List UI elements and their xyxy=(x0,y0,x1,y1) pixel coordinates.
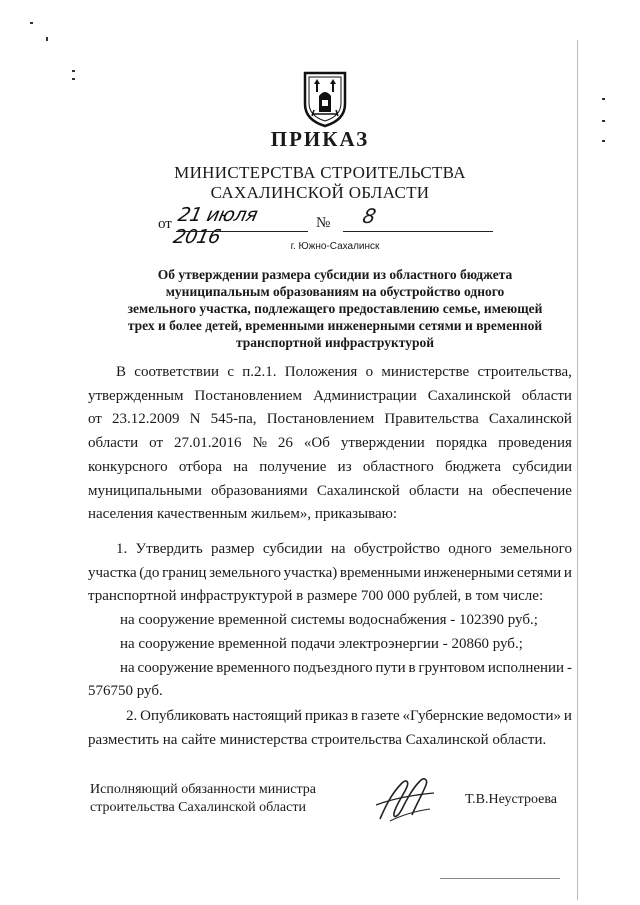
text-line: муниципальными образованиями Сахалинской области на обеспечение xyxy=(88,482,572,499)
text-line: 2. Опубликовать настоящий приказ в газете «Губернские ведомости» и xyxy=(126,708,572,724)
text-line: 1. Утвердить размер субсидии на обустройство одного земельного xyxy=(116,541,572,557)
position-line-1: Исполняющий обязанности министра xyxy=(90,782,316,797)
number-label: № xyxy=(316,215,331,231)
text-line: участка (до границ земельного участка) временными инженерными сетями и xyxy=(88,564,572,581)
signatory-name: Т.В.Неустроева xyxy=(465,792,557,807)
preamble-paragraph xyxy=(88,361,572,527)
text-line: области от 27.01.2016 № 26 «Об утверждении порядка проведения xyxy=(88,435,572,452)
text-line: В соответствии с п.2.1. Положения о министерстве строительства, xyxy=(116,364,572,380)
subject-line: Об утверждении размера субсидии из областного бюджета xyxy=(157,267,513,282)
subject-line: земельного участка, подлежащего предоставлению семье, имеющей xyxy=(127,301,543,316)
date-underline xyxy=(176,231,308,232)
text-line: утвержденным Постановлением Администрации Сахалинской области xyxy=(88,387,572,404)
position-line-2: строительства Сахалинской области xyxy=(90,800,306,815)
scan-dot xyxy=(30,22,33,24)
scan-dot xyxy=(602,140,605,142)
ministry-line-2: САХАЛИНСКОЙ ОБЛАСТИ xyxy=(210,183,430,202)
handwritten-date: 21 июля 2016 xyxy=(171,204,260,248)
date-prefix: от xyxy=(158,216,172,232)
scan-dot xyxy=(46,37,48,41)
subject-line: трех и более детей, временными инженерными сетями и временной xyxy=(127,318,543,333)
text-line: на сооружение временной подачи электроэнергии - 20860 руб.; xyxy=(120,635,523,652)
item-2-paragraph xyxy=(88,705,572,752)
handwritten-signature xyxy=(372,775,442,825)
subject-line: транспортной инфраструктурой xyxy=(235,335,435,350)
text-line: от 23.12.2009 N 545-па, Постановлением Правительства Сахалинской xyxy=(88,411,572,428)
ministry-name xyxy=(0,163,640,203)
scan-dot xyxy=(72,78,75,80)
subject-line: муниципальным образованиям на обустройство одного xyxy=(165,284,505,299)
text-line: транспортной инфраструктурой в размере 700 000 рублей, в том числе: xyxy=(88,588,544,605)
number-underline xyxy=(343,231,493,232)
text-line: 576750 руб. xyxy=(88,683,163,700)
text-line: на сооружение временного подъездного пути в грунтовом исполнении - xyxy=(120,659,572,676)
text-line: на сооружение временной системы водоснабжения - 102390 руб.; xyxy=(120,612,538,629)
handwritten-number: 8 xyxy=(360,204,379,228)
text-line: разместить на сайте министерства строительства Сахалинской области. xyxy=(88,731,547,748)
item-1-paragraph xyxy=(88,538,572,704)
city-name: г. Южно-Сахалинск xyxy=(290,241,380,252)
text-line: конкурсного отбора на получение из областного бюджета субсидии xyxy=(88,458,572,475)
scan-edge-line xyxy=(577,40,578,900)
text-line: населения качественным жильем», приказываю: xyxy=(88,506,398,523)
signatory-position xyxy=(90,781,316,817)
scan-dot xyxy=(602,98,605,100)
scan-bottom-line xyxy=(440,878,560,879)
order-subject xyxy=(95,266,575,351)
document-title: ПРИКАЗ xyxy=(270,127,370,151)
coat-of-arms-emblem xyxy=(302,70,348,128)
scan-dot xyxy=(602,120,605,122)
ministry-line-1: МИНИСТЕРСТВА СТРОИТЕЛЬСТВА xyxy=(174,163,466,182)
scan-dot xyxy=(72,70,75,72)
